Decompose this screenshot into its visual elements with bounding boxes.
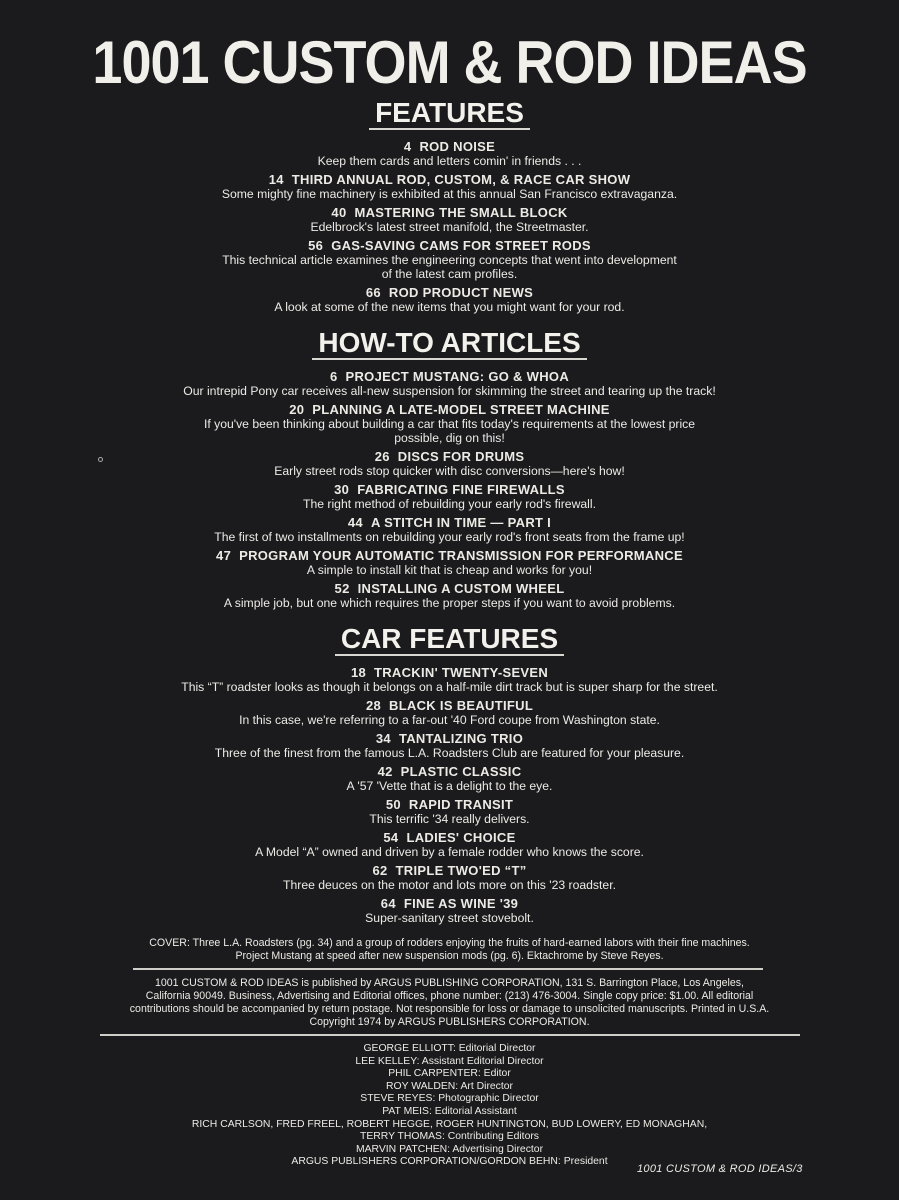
article-title: PLASTIC CLASSIC bbox=[400, 764, 522, 780]
article-description: Super-sanitary street stovebolt. bbox=[365, 911, 534, 926]
page-number: 42 bbox=[377, 764, 393, 780]
entry-title-line bbox=[0, 732, 899, 746]
publisher-line: contributions should be accompanied by return postage. Not responsible for loss or damage to unsolicited manuscripts. Printed in U.S.A. bbox=[129, 1003, 770, 1015]
article-title: RAPID TRANSIT bbox=[408, 797, 514, 813]
entry-title-line bbox=[0, 370, 899, 384]
entry-title-line bbox=[0, 897, 899, 911]
article-title: ROD NOISE bbox=[419, 139, 496, 155]
article-description: A Model “A” owned and driven by a female rodder who knows the score. bbox=[255, 845, 644, 860]
page-number: 18 bbox=[350, 665, 366, 681]
features-heading: FEATURES bbox=[369, 98, 530, 130]
page-number: 20 bbox=[289, 402, 305, 418]
article-description: If you've been thinking about building a car that fits today's requirements at the lowest price bbox=[203, 417, 696, 432]
entry-title-line bbox=[0, 549, 899, 563]
entry-title-line bbox=[0, 450, 899, 464]
contents-entry bbox=[0, 370, 899, 398]
contents-entry bbox=[0, 699, 899, 727]
entry-title-line bbox=[0, 173, 899, 187]
divider-rule bbox=[133, 968, 763, 970]
entry-title-line bbox=[0, 206, 899, 220]
article-title: INSTALLING A CUSTOM WHEEL bbox=[357, 581, 565, 597]
contents-entry bbox=[0, 286, 899, 314]
staff-line: PHIL CARPENTER: Editor bbox=[388, 1068, 511, 1080]
contents-entry bbox=[0, 666, 899, 694]
publisher-line: California 90049. Business, Advertising and Editorial offices, phone number: (213) 476-3004. Single copy price: $1.00. All editorial bbox=[145, 990, 754, 1002]
contents-entry bbox=[0, 206, 899, 234]
staff-line: ROY WALDEN: Art Director bbox=[385, 1080, 514, 1092]
article-title: PLANNING A LATE-MODEL STREET MACHINE bbox=[312, 402, 610, 418]
contents-entry bbox=[0, 897, 899, 925]
entry-title-line bbox=[0, 798, 899, 812]
article-description: A simple to install kit that is cheap and works for you! bbox=[306, 563, 593, 578]
article-title: DISCS FOR DRUMS bbox=[397, 449, 525, 465]
howto-section bbox=[0, 328, 899, 615]
cover-line: Project Mustang at speed after new suspension mods (pg. 6). Ektachrome by Steve Reyes. bbox=[235, 950, 664, 962]
publisher-info bbox=[0, 977, 899, 1029]
page-number: 34 bbox=[375, 731, 391, 747]
page-number: 54 bbox=[383, 830, 399, 846]
entry-title-line bbox=[0, 666, 899, 680]
carfeatures-section bbox=[0, 624, 899, 930]
features-list bbox=[0, 140, 899, 314]
cover-line: COVER: Three L.A. Roadsters (pg. 34) and a group of rodders enjoying the fruits of hard-earned labors with their fine machines. bbox=[149, 937, 750, 949]
entry-title-line bbox=[0, 831, 899, 845]
article-title: A STITCH IN TIME — PART I bbox=[370, 515, 552, 531]
entry-title-line bbox=[0, 140, 899, 154]
masthead-title: 1001 CUSTOM & ROD IDEAS bbox=[92, 29, 807, 97]
page-number: 64 bbox=[380, 896, 396, 912]
article-title: FINE AS WINE '39 bbox=[403, 896, 519, 912]
article-title: LADIES' CHOICE bbox=[406, 830, 516, 846]
article-description: possible, dig on this! bbox=[394, 431, 505, 446]
article-title: TRACKIN' TWENTY-SEVEN bbox=[374, 665, 549, 681]
page-number: 30 bbox=[334, 482, 350, 498]
article-description: A simple job, but one which requires the proper steps if you want to avoid problems. bbox=[223, 596, 676, 611]
contents-entry bbox=[0, 732, 899, 760]
page-number: 66 bbox=[365, 285, 381, 301]
entry-title-line bbox=[0, 864, 899, 878]
staff-masthead bbox=[0, 1043, 899, 1169]
page-number: 26 bbox=[374, 449, 390, 465]
article-title: BLACK IS BEAUTIFUL bbox=[389, 698, 534, 714]
carfeatures-heading: CAR FEATURES bbox=[335, 624, 564, 656]
entry-title-line bbox=[0, 403, 899, 417]
staff-line: LEE KELLEY: Assistant Editorial Director bbox=[355, 1055, 544, 1067]
article-description: Some mighty fine machinery is exhibited at this annual San Francisco extravaganza. bbox=[221, 187, 678, 202]
carfeatures-list bbox=[0, 666, 899, 925]
contents-entry bbox=[0, 516, 899, 544]
staff-line: STEVE REYES: Photographic Director bbox=[360, 1093, 539, 1105]
article-description: Three deuces on the motor and lots more on this '23 roadster. bbox=[283, 878, 616, 893]
page-number: 50 bbox=[385, 797, 401, 813]
entry-title-line bbox=[0, 582, 899, 596]
staff-line: MARVIN PATCHEN: Advertising Director bbox=[355, 1143, 544, 1155]
contents-entry bbox=[0, 140, 899, 168]
article-description: Our intrepid Pony car receives all-new suspension for skimming the street and tearing up the track! bbox=[183, 384, 716, 399]
howto-list bbox=[0, 370, 899, 610]
article-description: A '57 'Vette that is a delight to the eye. bbox=[346, 779, 553, 794]
staff-line: RICH CARLSON, FRED FREEL, ROBERT HEGGE, ROGER HUNTINGTON, BUD LOWERY, ED MONAGHAN, bbox=[191, 1118, 708, 1130]
article-title: MASTERING THE SMALL BLOCK bbox=[354, 205, 568, 221]
article-description: This “T” roadster looks as though it belongs on a half-mile dirt track but is super sharp for the street. bbox=[181, 680, 718, 695]
page-number: 28 bbox=[365, 698, 381, 714]
article-title: TANTALIZING TRIO bbox=[398, 731, 524, 747]
article-title: THIRD ANNUAL ROD, CUSTOM, & RACE CAR SHOW bbox=[291, 172, 631, 188]
howto-heading: HOW-TO ARTICLES bbox=[312, 328, 586, 360]
article-description: This terrific '34 really delivers. bbox=[369, 812, 530, 827]
page-number: 40 bbox=[331, 205, 347, 221]
staff-line: ARGUS PUBLISHERS CORPORATION/GORDON BEHN: President bbox=[291, 1156, 608, 1168]
cover-credit bbox=[0, 937, 899, 963]
contents-entry bbox=[0, 798, 899, 826]
entry-title-line bbox=[0, 765, 899, 779]
staff-line: PAT MEIS: Editorial Assistant bbox=[382, 1105, 517, 1117]
article-title: ROD PRODUCT NEWS bbox=[388, 285, 534, 301]
entry-title-line bbox=[0, 699, 899, 713]
page-number: 4 bbox=[403, 139, 412, 155]
article-description: Keep them cards and letters comin' in friends . . . bbox=[317, 154, 582, 169]
entry-title-line bbox=[0, 286, 899, 300]
page-number: 6 bbox=[329, 369, 338, 385]
publisher-line: 1001 CUSTOM & ROD IDEAS is published by ARGUS PUBLISHING CORPORATION, 131 S. Barrington Place, Los Angeles, bbox=[155, 977, 744, 989]
page-folio: 1001 CUSTOM & ROD IDEAS/3 bbox=[637, 1163, 803, 1175]
features-section bbox=[0, 98, 899, 319]
article-description: of the latest cam profiles. bbox=[381, 267, 518, 282]
binding-hole-mark bbox=[98, 457, 103, 462]
article-description: This technical article examines the engineering concepts that went into development bbox=[222, 253, 677, 268]
publisher-line: Copyright 1974 by ARGUS PUBLISHERS CORPORATION. bbox=[309, 1016, 590, 1028]
page-number: 44 bbox=[347, 515, 363, 531]
article-description: The first of two installments on rebuilding your early rod's front seats from the frame up! bbox=[214, 530, 685, 545]
entry-title-line bbox=[0, 483, 899, 497]
article-title: PROGRAM YOUR AUTOMATIC TRANSMISSION FOR PERFORMANCE bbox=[239, 548, 683, 564]
page-number: 14 bbox=[268, 172, 284, 188]
article-title: FABRICATING FINE FIREWALLS bbox=[357, 482, 565, 498]
article-title: TRIPLE TWO'ED “T” bbox=[395, 863, 527, 879]
page-number: 62 bbox=[372, 863, 388, 879]
staff-line: GEORGE ELLIOTT: Editorial Director bbox=[363, 1043, 536, 1054]
contents-entry bbox=[0, 765, 899, 793]
contents-entry bbox=[0, 483, 899, 511]
contents-entry bbox=[0, 403, 899, 445]
contents-entry bbox=[0, 450, 899, 478]
contents-entry bbox=[0, 582, 899, 610]
article-title: GAS-SAVING CAMS FOR STREET RODS bbox=[331, 238, 591, 254]
article-description: A look at some of the new items that you might want for your rod. bbox=[274, 300, 625, 315]
article-description: In this case, we're referring to a far-out '40 Ford coupe from Washington state. bbox=[239, 713, 660, 728]
entry-title-line bbox=[0, 239, 899, 253]
contents-entry bbox=[0, 239, 899, 281]
article-description: The right method of rebuilding your early rod's firewall. bbox=[303, 497, 596, 512]
contents-entry bbox=[0, 549, 899, 577]
contents-entry bbox=[0, 864, 899, 892]
page-number: 56 bbox=[308, 238, 324, 254]
article-description: Three of the finest from the famous L.A. Roadsters Club are featured for your pleasure. bbox=[214, 746, 685, 761]
divider-rule bbox=[100, 1034, 800, 1036]
page-number: 52 bbox=[334, 581, 350, 597]
staff-line: TERRY THOMAS: Contributing Editors bbox=[359, 1131, 539, 1143]
article-description: Early street rods stop quicker with disc conversions—here's how! bbox=[274, 464, 625, 479]
contents-entry bbox=[0, 173, 899, 201]
article-description: Edelbrock's latest street manifold, the Streetmaster. bbox=[310, 220, 589, 235]
entry-title-line bbox=[0, 516, 899, 530]
contents-entry bbox=[0, 831, 899, 859]
article-title: PROJECT MUSTANG: GO & WHOA bbox=[345, 369, 570, 385]
page-number: 47 bbox=[216, 548, 232, 564]
